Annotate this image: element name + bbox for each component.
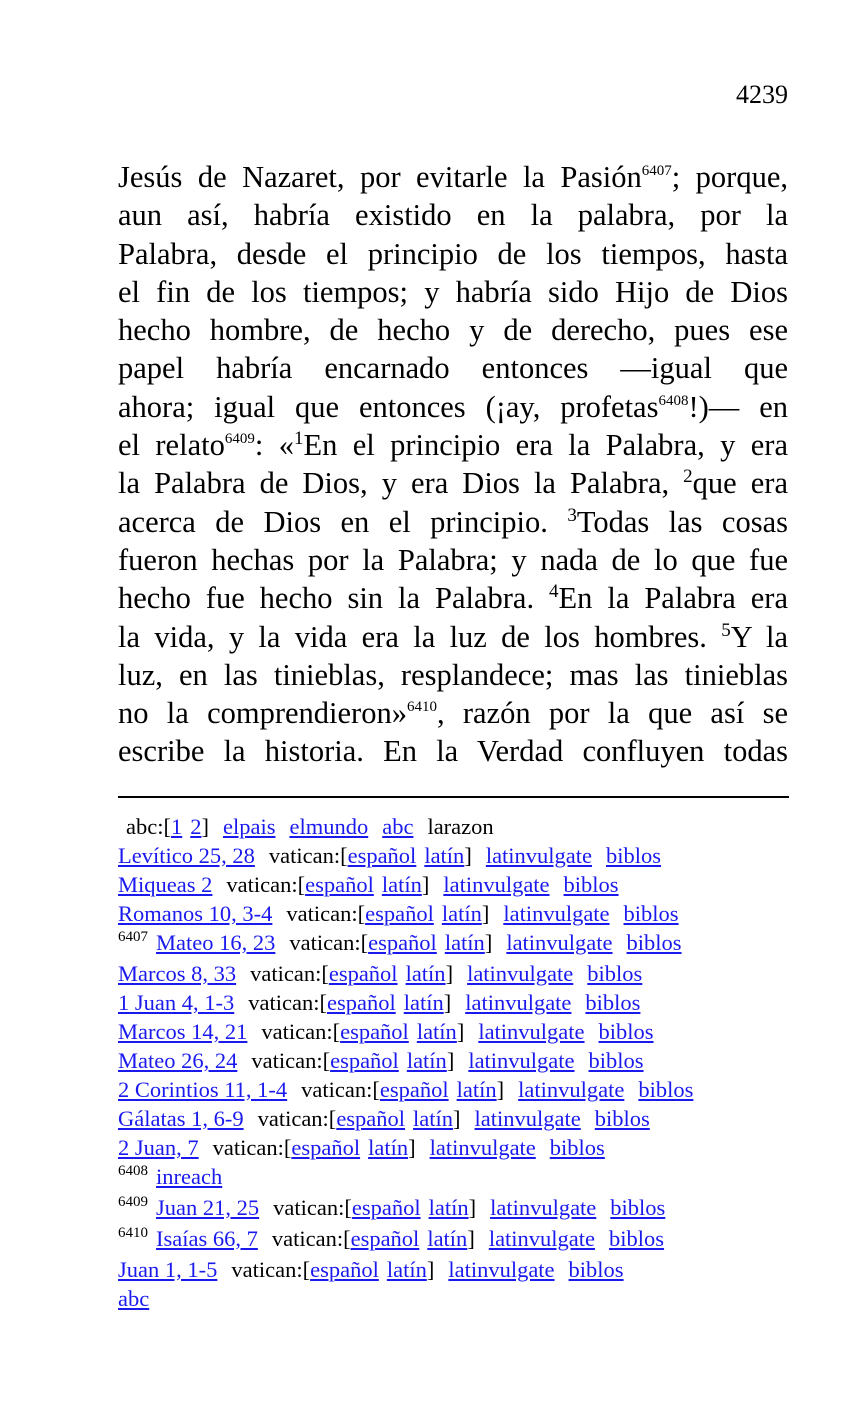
abc-final-line (118, 1284, 818, 1313)
text-line: la Palabra de Dios, y era Dios la Palabra, $^2$que era (118, 466, 788, 501)
vatican-latin-link[interactable]: latín (368, 1135, 409, 1160)
vatican-espanol-link[interactable]: español (379, 1077, 449, 1102)
text-line: no la comprendieron»$^{6410}$, razón por la que así se (118, 696, 788, 731)
latinvulgate-link[interactable]: latinvulgate (474, 1106, 581, 1131)
scripture-ref-line (118, 1104, 818, 1133)
vatican-label: vatican:[ (231, 1257, 311, 1282)
bible-ref-link[interactable]: 2 Juan, 7 (118, 1135, 199, 1160)
bracket: ] (443, 990, 452, 1015)
latinvulgate-link[interactable]: latinvulgate (506, 930, 613, 955)
text-line: Palabra, desde el principio de los tiempos, hasta (118, 236, 788, 271)
vatican-latin-link[interactable]: latín (424, 843, 465, 868)
biblos-link[interactable]: biblos (623, 901, 679, 926)
text-line: fueron hechas por la Palabra; y nada de lo que fue (118, 542, 788, 577)
biblos-link[interactable]: biblos (568, 1257, 624, 1282)
latinvulgate-link[interactable]: latinvulgate (465, 990, 572, 1015)
biblos-link[interactable]: biblos (626, 930, 682, 955)
bracket: ] (426, 1257, 435, 1282)
vatican-latin-link[interactable]: latín (441, 901, 482, 926)
scripture-ref-line (118, 959, 818, 988)
vatican-latin-link[interactable]: latín (444, 930, 485, 955)
scripture-ref-line (118, 1133, 818, 1162)
ref-group-a (118, 841, 818, 928)
elpais-link[interactable]: elpais (222, 814, 276, 839)
footnotes-section (118, 812, 818, 1313)
footnote-6408 (118, 1162, 818, 1193)
bible-ref-link[interactable]: Juan 1, 1-5 (118, 1257, 218, 1282)
text-line: ahora; igual que entonces (¡ay, profetas$^{6408}$!)— en (118, 389, 788, 424)
footnote-number: 6408 (118, 1163, 148, 1179)
vatican-label: vatican:[ (212, 1135, 292, 1160)
vatican-espanol-link[interactable]: español (351, 1195, 421, 1220)
text-line: Jesús de Nazaret, por evitarle la Pasión$^{6407}$; porque, (118, 160, 788, 194)
footnote-number: 6410 (118, 1225, 148, 1241)
verse-number: 2 (683, 466, 693, 488)
latinvulgate-link[interactable]: latinvulgate (503, 901, 610, 926)
footnote-ref-6409[interactable]: 6409 (224, 431, 255, 448)
news-links-line: abc:[1 2] elpais elmundo abc larazon (126, 814, 494, 839)
ref-group-c (118, 1255, 818, 1284)
vatican-espanol-link[interactable]: español (330, 1048, 399, 1073)
bible-ref-link[interactable]: Marcos 14, 21 (118, 1019, 248, 1044)
vatican-latin-link[interactable]: latín (428, 1195, 469, 1220)
bible-ref-link[interactable]: 1 Juan 4, 1-3 (118, 990, 235, 1015)
verse-number: 5 (721, 619, 731, 641)
latinvulgate-link[interactable]: latinvulgate (518, 1077, 625, 1102)
bible-ref-link[interactable]: 2 Corintios 11, 1-4 (118, 1077, 288, 1102)
latinvulgate-link[interactable]: latinvulgate (478, 1019, 585, 1044)
vatican-espanol-link[interactable]: español (350, 1226, 420, 1251)
vatican-latin-link[interactable]: latín (416, 1019, 457, 1044)
vatican-label: vatican:[ (286, 901, 366, 926)
vatican-label: vatican:[ (226, 872, 306, 897)
latinvulgate-link[interactable]: latinvulgate (429, 1135, 536, 1160)
vatican-latin-link[interactable]: latín (405, 961, 446, 986)
bible-ref-link[interactable]: Levítico 25, 28 (118, 843, 255, 868)
bible-ref-link[interactable]: Mateo 16, 23 (156, 930, 276, 955)
scripture-ref-line (118, 1075, 818, 1104)
bracket: ] (453, 1106, 461, 1131)
latinvulgate-link[interactable]: latinvulgate (485, 843, 593, 868)
biblos-link[interactable]: biblos (587, 961, 643, 986)
latinvulgate-link[interactable]: latinvulgate (467, 961, 574, 986)
vatican-latin-link[interactable]: latín (413, 1106, 454, 1131)
scripture-ref-line (118, 841, 818, 870)
biblos-link[interactable]: biblos (585, 990, 641, 1015)
vatican-espanol-link[interactable]: español (310, 1257, 379, 1282)
text-line: la vida, y la vida era la luz de los hombres. $^5$Y la (118, 619, 788, 654)
abc-link-2[interactable]: 2 (190, 814, 202, 839)
vatican-label: vatican:[ (268, 843, 348, 868)
inreach-link[interactable]: inreach (156, 1164, 223, 1189)
scripture-ref-line (118, 988, 818, 1017)
scripture-ref-line (118, 1046, 818, 1075)
bracket: ] (445, 961, 454, 986)
biblos-link[interactable]: biblos (598, 1019, 654, 1044)
biblos-link[interactable]: biblos (549, 1135, 605, 1160)
vatican-espanol-link[interactable]: español (368, 930, 437, 955)
larazon-label: larazon (427, 814, 494, 839)
bracket: ] (496, 1077, 505, 1102)
bible-ref-link[interactable]: Marcos 8, 33 (118, 961, 237, 986)
bracket: ] (481, 901, 490, 926)
biblos-link[interactable]: biblos (609, 1226, 665, 1251)
vatican-label: vatican:[ (248, 990, 327, 1015)
biblos-link[interactable]: biblos (588, 1048, 644, 1073)
verse-number: 4 (549, 581, 559, 603)
bracket: ] (464, 843, 472, 868)
scripture-ref-line (118, 899, 818, 928)
vatican-latin-link[interactable]: latín (403, 990, 444, 1015)
bracket: ] (446, 1048, 455, 1073)
latinvulgate-link[interactable]: latinvulgate (468, 1048, 575, 1073)
footnote-ref-6410[interactable]: 6410 (406, 699, 437, 716)
main-paragraph (118, 158, 788, 771)
vatican-espanol-link[interactable]: español (340, 1019, 409, 1044)
bible-ref-link[interactable]: Mateo 26, 24 (118, 1048, 238, 1073)
vatican-label: vatican:[ (251, 1048, 331, 1073)
text-line: el relato$^{6409}$: «$^1$En el principio era la Palabra, y era (118, 428, 789, 463)
text-line: luz, en las tinieblas, resplandece; mas las tinieblas (118, 657, 788, 692)
footnote-6407: $^{6407}$ Mateo 16, 23 vatican:[español latín] latinvulgate biblos (118, 929, 682, 955)
bible-ref-link[interactable]: Isaías 66, 7 (156, 1226, 258, 1251)
vatican-espanol-link[interactable]: español (365, 901, 434, 926)
bible-ref-link[interactable]: Juan 21, 25 (156, 1195, 260, 1220)
elmundo-link[interactable]: elmundo (289, 814, 369, 839)
vatican-latin-link[interactable]: latín (406, 1048, 447, 1073)
scripture-ref-line (118, 870, 818, 899)
bible-ref-link[interactable]: Miqueas 2 (118, 872, 213, 897)
vatican-latin-link[interactable]: latín (427, 1226, 468, 1251)
vatican-espanol-link[interactable]: español (326, 990, 396, 1015)
footnote-6410: $^{6410}$ Isaías 66, 7 vatican:[español latín] latinvulgate biblos (118, 1225, 665, 1251)
abc-link-1[interactable]: 1 (170, 814, 183, 839)
latinvulgate-link[interactable]: latinvulgate (488, 1226, 596, 1251)
footnote-6409: $^{6409}$ Juan 21, 25 vatican:[español latín] latinvulgate biblos (118, 1194, 666, 1220)
footnote-ref-6407[interactable]: 6407 (641, 163, 672, 179)
text-line: aun así, habría existido en la palabra, por la (118, 198, 788, 233)
text-line: acerca de Dios en el principio. $^3$Todas las cosas (118, 504, 789, 539)
footnote-number: 6407 (118, 929, 148, 945)
latinvulgate-link[interactable]: latinvulgate (490, 1195, 597, 1220)
text-line: el fin de los tiempos; y habría sido Hijo de Dios (118, 274, 788, 309)
vatican-espanol-link[interactable]: español (328, 961, 398, 986)
text-line: hecho hombre, de hecho y de derecho, pues ese (118, 313, 788, 348)
bible-ref-link[interactable]: Romanos 10, 3-4 (118, 901, 273, 926)
biblos-link[interactable]: biblos (594, 1106, 650, 1131)
vatican-latin-link[interactable]: latín (381, 872, 422, 897)
bracket: ] (408, 1135, 416, 1160)
vatican-espanol-link[interactable]: español (305, 872, 374, 897)
biblos-link[interactable]: biblos (638, 1077, 694, 1102)
scripture-ref-line (118, 1017, 818, 1046)
verse-number: 1 (293, 428, 304, 450)
vatican-espanol-link[interactable]: español (291, 1135, 361, 1160)
bracket: ] (421, 872, 430, 897)
biblos-link[interactable]: biblos (610, 1195, 666, 1220)
vatican-latin-link[interactable]: latín (386, 1257, 427, 1282)
vatican-label: vatican:[ (257, 1106, 337, 1131)
latinvulgate-link[interactable]: latinvulgate (448, 1257, 555, 1282)
abc-link[interactable]: abc (382, 814, 414, 839)
vatican-label: vatican:[ (301, 1077, 380, 1102)
vatican-latin-link[interactable]: latín (456, 1077, 497, 1102)
bible-ref-link[interactable]: Gálatas 1, 6-9 (118, 1106, 244, 1131)
abc-final-link[interactable]: abc (118, 1286, 150, 1311)
biblos-link[interactable]: biblos (606, 843, 662, 868)
vatican-espanol-link[interactable]: español (336, 1106, 406, 1131)
vatican-espanol-link[interactable]: español (347, 843, 417, 868)
text-line: papel habría encarnado entonces —igual que (118, 351, 788, 386)
biblos-link[interactable]: biblos (563, 872, 619, 897)
scripture-ref-line (118, 1255, 818, 1284)
footnote-separator (118, 796, 789, 798)
text-line: hecho fue hecho sin la Palabra. $^4$En la Palabra era (118, 581, 788, 616)
bracket: ] (456, 1019, 465, 1044)
vatican-label: vatican:[ (250, 961, 329, 986)
text-line: escribe la historia. En la Verdad confluyen todas (118, 734, 788, 769)
footnote-ref-6408[interactable]: 6408 (658, 392, 689, 409)
page-number: 4239 (736, 80, 788, 109)
footnote-number: 6409 (118, 1194, 148, 1210)
vatican-label: vatican:[ (261, 1019, 341, 1044)
latinvulgate-link[interactable]: latinvulgate (443, 872, 550, 897)
ref-group-b (118, 959, 818, 1162)
verse-number: 3 (567, 504, 577, 526)
